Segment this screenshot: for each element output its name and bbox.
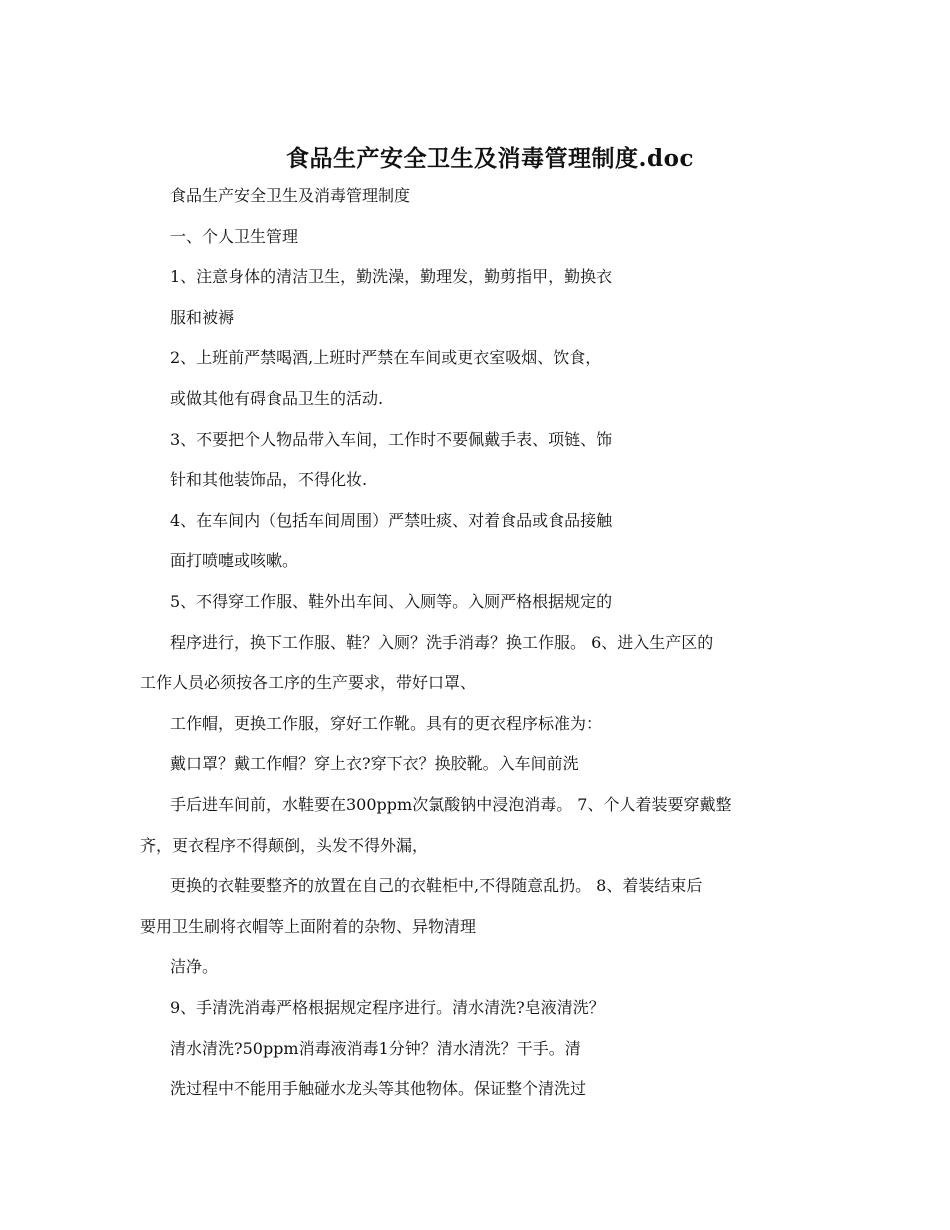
text-line: 工作帽，更换工作服，穿好工作靴。具有的更衣程序标准为： bbox=[170, 713, 603, 733]
text-line: 齐，更衣程序不得颠倒，头发不得外漏， bbox=[140, 835, 429, 855]
text-line: 9、手清洗消毒严格根据规定程序进行。清水清洗?皂液清洗？ bbox=[170, 998, 605, 1017]
text-line: 更换的衣鞋要整齐的放置在自己的衣鞋柜中,不得随意乱扔。 8、着装结束后 bbox=[170, 876, 703, 896]
text-line: 或做其他有碍食品卫生的活动. bbox=[170, 389, 384, 408]
text-line: 服和被褥 bbox=[170, 307, 235, 327]
text-line: 一、个人卫生管理 bbox=[170, 226, 299, 246]
text-line: 2、上班前严禁喝酒,上班时严禁在车间或更衣室吸烟、饮食， bbox=[170, 348, 602, 368]
text-line: 戴口罩？戴工作帽？穿上衣?穿下衣？换胶靴。入车间前洗 bbox=[170, 754, 579, 774]
text-line: 手后进车间前，水鞋要在300ppm次氯酸钠中浸泡消毒。 7、个人着装要穿戴整 bbox=[170, 795, 732, 814]
text-line: 1、注意身体的清洁卫生，勤洗澡，勤理发，勤剪指甲，勤换衣 bbox=[170, 267, 613, 287]
text-line: 5、不得穿工作服、鞋外出车间、入厕等。入厕严格根据规定的 bbox=[170, 592, 613, 611]
text-line: 洁净。 bbox=[170, 957, 219, 977]
text-line: 程序进行，换下工作服、鞋？入厕？洗手消毒？换工作服。 6、进入生产区的 bbox=[170, 632, 714, 652]
document-title: 食品生产安全卫生及消毒管理制度.doc bbox=[286, 145, 694, 172]
text-line: 3、不要把个人物品带入车间，工作时不要佩戴手表、项链、饰 bbox=[170, 429, 613, 449]
text-line: 洗过程中不能用手触碰水龙头等其他物体。保证整个清洗过 bbox=[170, 1079, 587, 1099]
text-line: 4、在车间内（包括车间周围）严禁吐痰、对着食品或食品接触 bbox=[170, 510, 613, 530]
text-line: 要用卫生刷将衣帽等上面附着的杂物、异物清理 bbox=[140, 916, 477, 936]
text-line: 面打喷嚏或咳嗽。 bbox=[170, 551, 299, 571]
text-line: 食品生产安全卫生及消毒管理制度 bbox=[170, 186, 411, 205]
text-line: 针和其他装饰品，不得化妆. bbox=[170, 470, 368, 490]
text-line: 工作人员必须按各工序的生产要求，带好口罩、 bbox=[140, 673, 477, 693]
text-line: 清水清洗?50ppm消毒液消毒1分钟？清水清洗？干手。清 bbox=[170, 1038, 581, 1058]
